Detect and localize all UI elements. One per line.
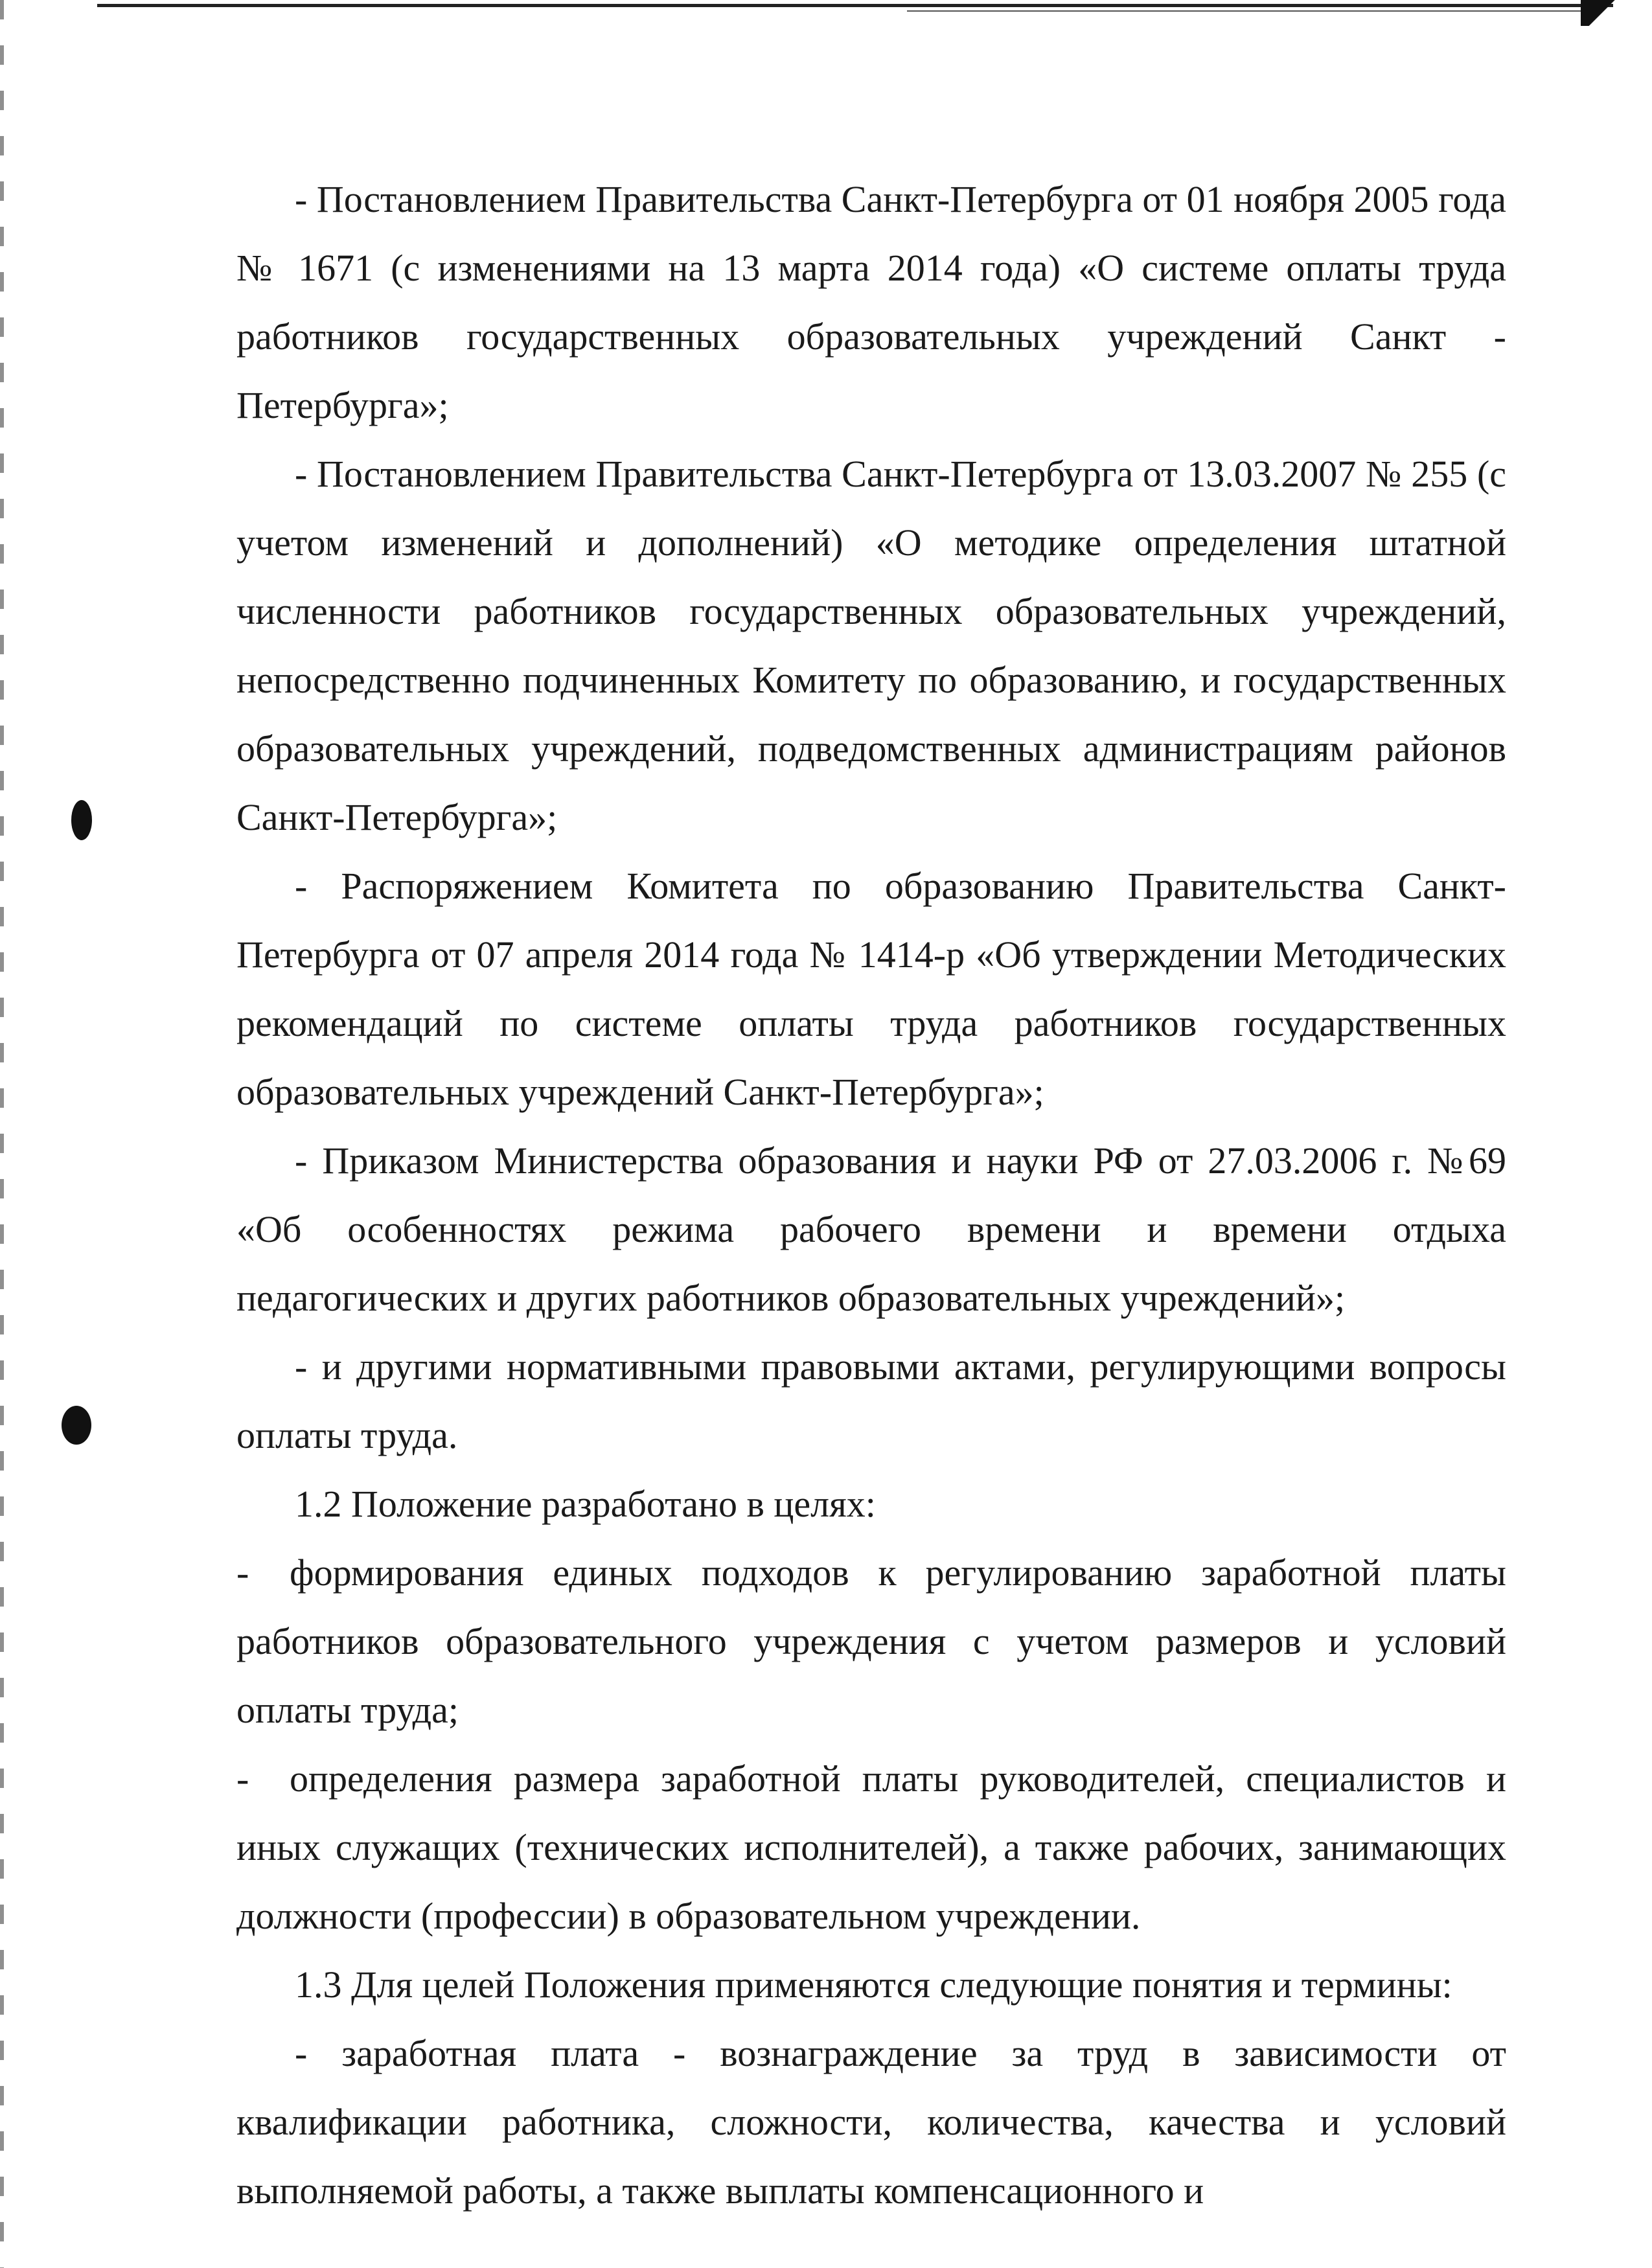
bullet-text: формирования единых подходов к регулированию заработной платы работников образовательного учреждения с учетом размеров и условий оплаты труда; (236, 1552, 1506, 1731)
punch-hole-upper (71, 800, 92, 840)
paragraph-resolution-255: - Постановлением Правительства Санкт-Петербурга от 13.03.2007 № 255 (с учетом изменений и дополнений) «О методике определения штатной численности работников государственных образовательных учреждений, непосредственно подчиненных Комитету по образованию, и государственных образовательных учреждений, подведомственных администрациям районов Санкт-Петербурга»; (236, 453, 1506, 838)
paragraph-ministry-order-69: - Приказом Министерства образования и науки РФ от 27.03.2006 г. №69 «Об особенностях режима рабочего времени и времени отдыха педагогических и других работников образовательных учреждений»; (236, 1140, 1506, 1319)
scan-top-line-thin (907, 10, 1587, 12)
scan-top-line (97, 4, 1613, 7)
paragraph-resolution-1671: - Постановлением Правительства Санкт-Петербурга от 01 ноября 2005 года № 1671 (с изменениями на 13 марта 2014 года) «О системе оплаты труда работников государственных образовательных учреждений Санкт - Петербурга»; (236, 178, 1506, 426)
bullet-text: определения размера заработной платы руководителей, специалистов и иных служащих (технических исполнителей), а также рабочих, занимающих должности (профессии) в образовательном учреждении. (236, 1758, 1506, 1937)
bullet-item-salary-size (236, 1745, 1506, 1951)
section-1-2-heading: 1.2 Положение разработано в целях: (295, 1483, 876, 1525)
bullet-dash: - (236, 1552, 249, 1594)
section-1-3-heading: 1.3 Для целей Положения применяются следующие понятия и термины: (295, 1964, 1452, 2006)
scan-left-edge (0, 0, 4, 2268)
punch-hole-lower (62, 1406, 91, 1445)
bullet-dash: - (236, 1758, 249, 1800)
paragraph-other-acts: - и другими нормативными правовыми актами, регулирующими вопросы оплаты труда. (236, 1346, 1506, 1456)
paragraph-salary-definition: - заработная плата - вознаграждение за труд в зависимости от квалификации работника, сложности, количества, качества и условий выполняемой работы, а также выплаты компенсационного и (236, 2032, 1506, 2212)
bullet-item-unified-approaches (236, 1539, 1506, 1745)
document-body (236, 165, 1506, 2225)
scan-corner-mark (1581, 0, 1639, 26)
paragraph-order-1414: - Распоряжением Комитета по образованию Правительства Санкт-Петербурга от 07 апреля 2014 года № 1414-р «Об утверждении Методических рекомендаций по системе оплаты труда работников государственных образовательных учреждений Санкт-Петербурга»; (236, 865, 1506, 1113)
